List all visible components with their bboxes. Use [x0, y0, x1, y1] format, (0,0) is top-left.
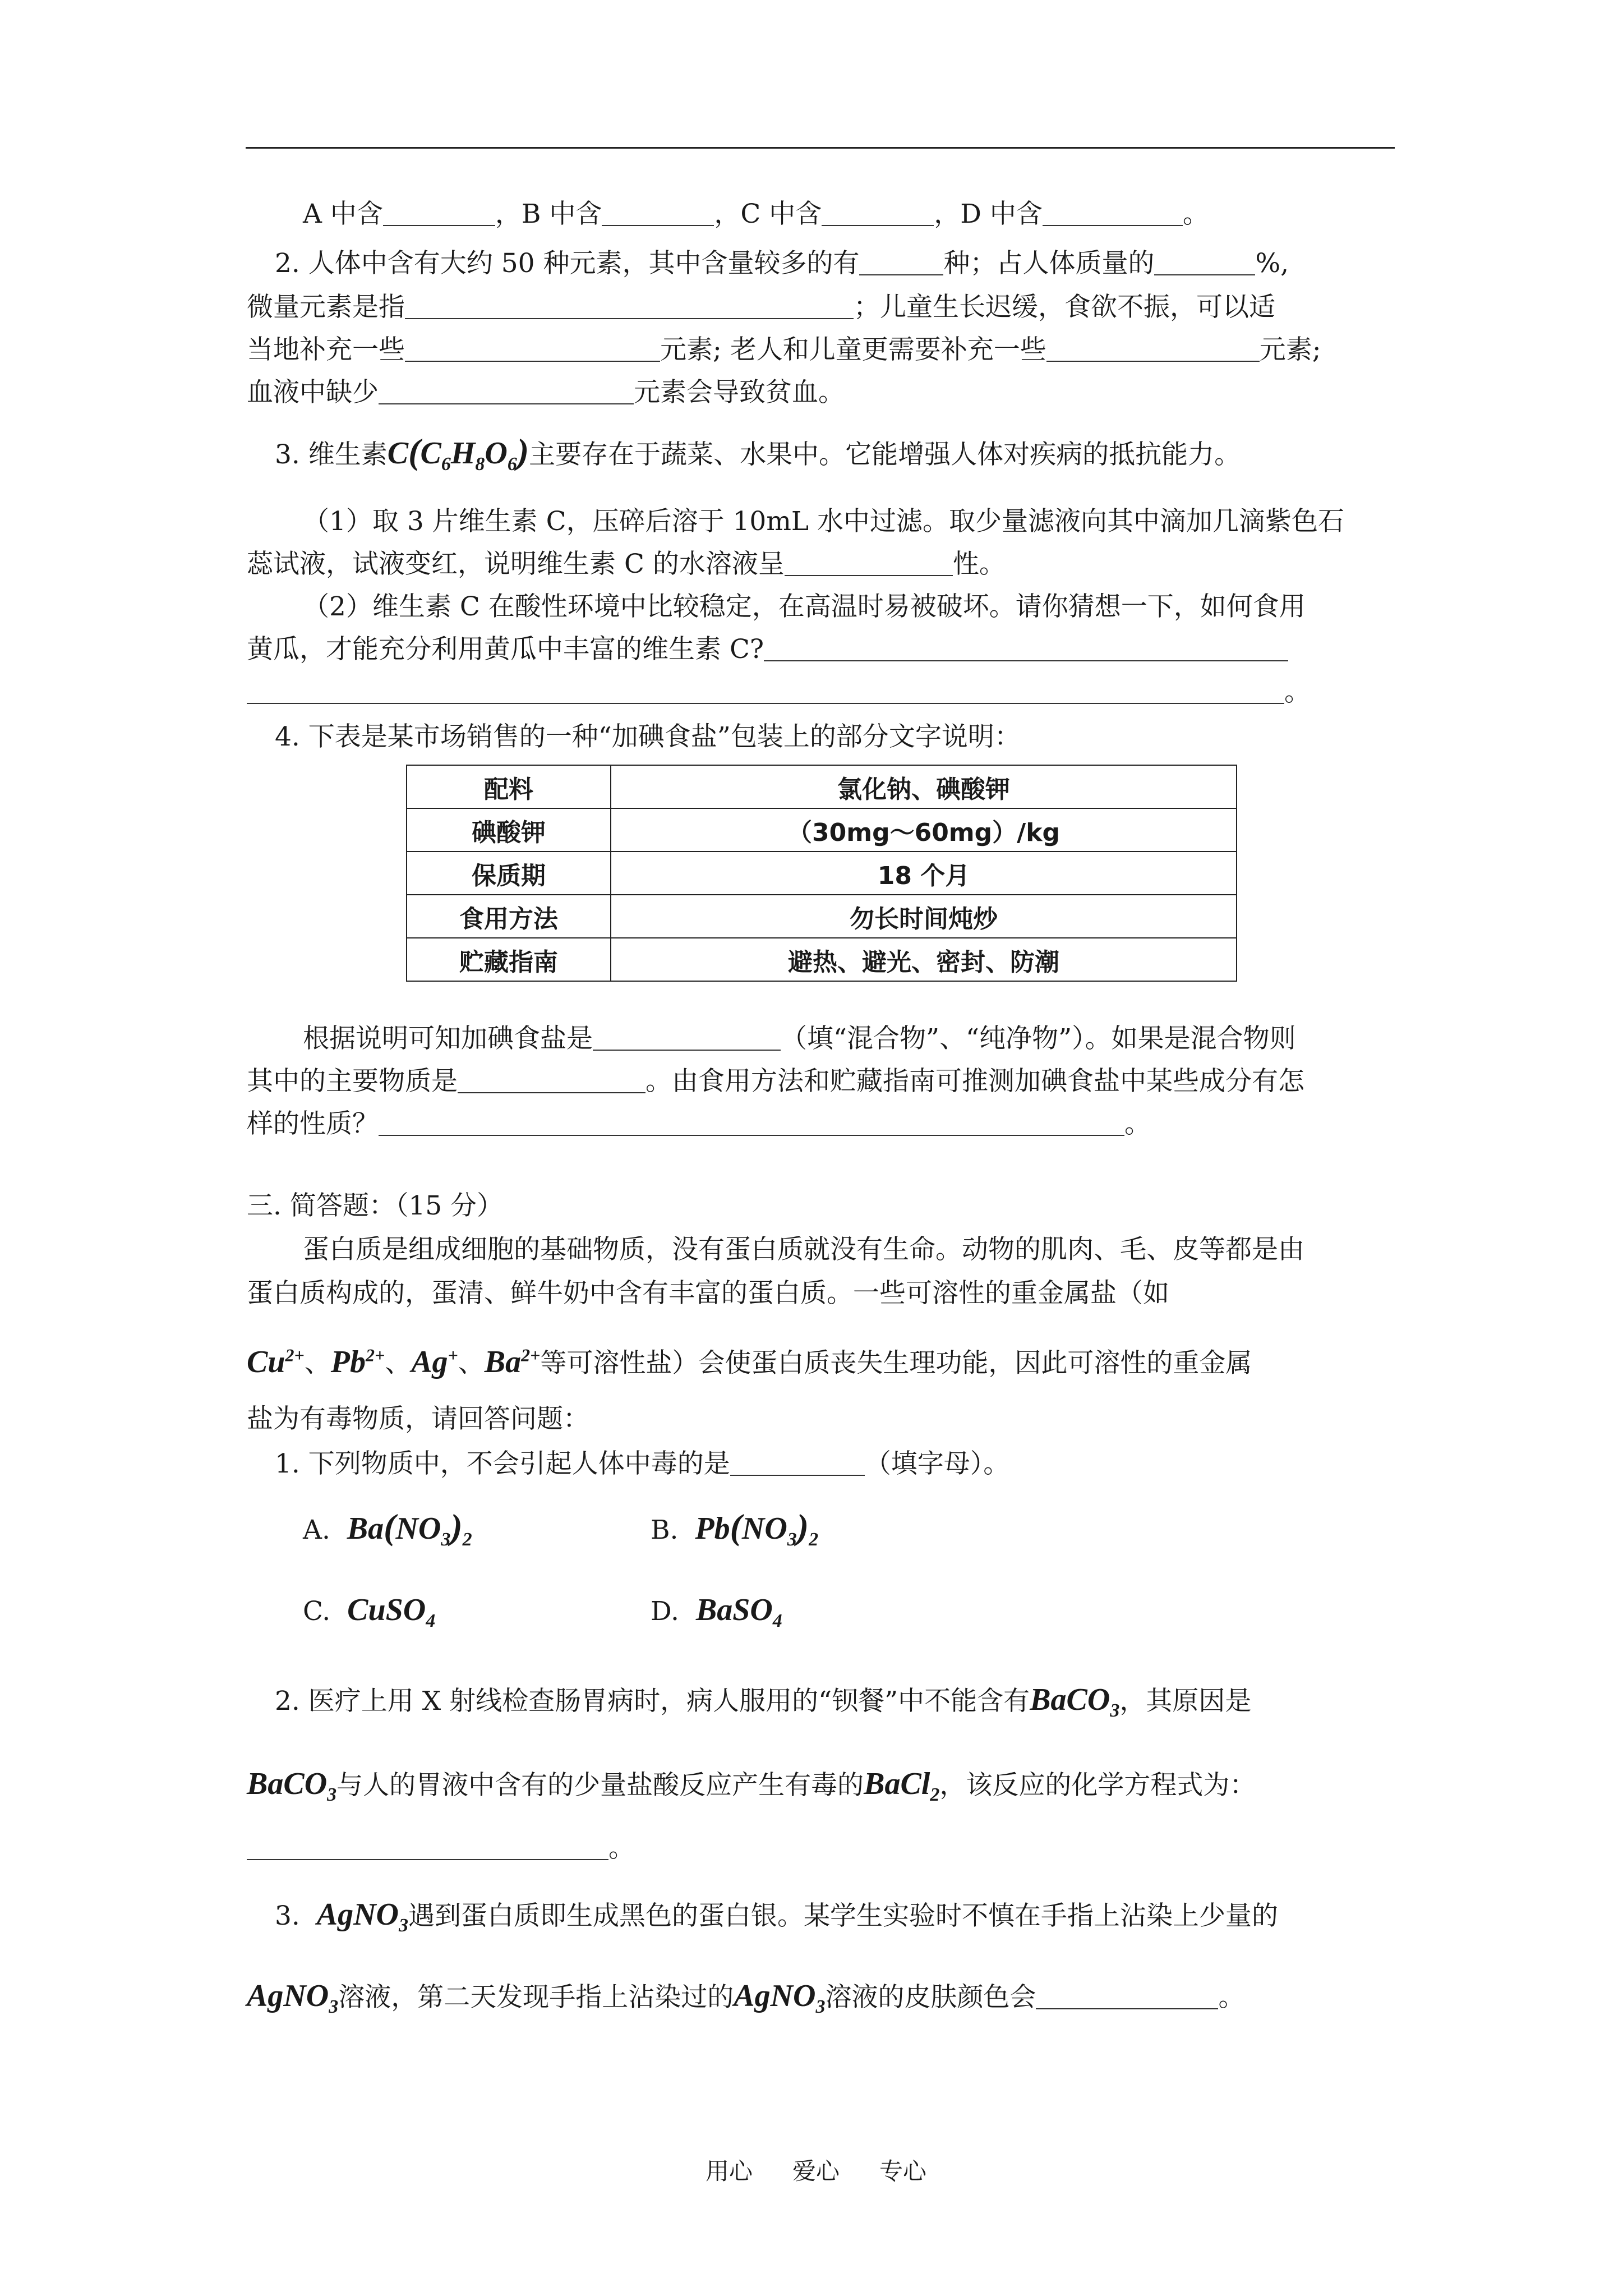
option-d[interactable]: D. BaSO$_4$	[651, 1593, 782, 1632]
formula-baso4: BaSO$_4$	[695, 1593, 782, 1632]
s2-line3: 。	[247, 1832, 635, 1865]
ion-ba: $Ba^{2+}$	[484, 1344, 541, 1379]
blank-main-substance[interactable]	[458, 1068, 645, 1093]
q3-p2a: （2）维生素 C 在酸性环境中比较稳定，在高温时易被破坏。请你猜想一下，如何食用	[303, 591, 1306, 622]
table-row: 贮藏指南 避热、避光、密封、防潮	[407, 938, 1237, 981]
option-c[interactable]: C. CuSO$_4$	[303, 1593, 436, 1632]
vitamin-c-formula: $C(C_6H_8O_6)$	[387, 431, 529, 475]
s3-line2: AgNO$_3$溶液，第二天发现手指上沾染过的AgNO$_3$溶液的皮肤颜色会 。	[247, 1978, 1245, 2018]
table-row: 碘酸钾 （30mg～60mg）/kg	[407, 808, 1237, 852]
option-b[interactable]: B. $Pb(NO_3)_2$	[651, 1507, 819, 1550]
blank-a[interactable]	[383, 200, 495, 226]
q2-line4: 血液中缺少 元素会导致贫血。	[247, 377, 845, 408]
blank-c[interactable]	[822, 200, 934, 226]
footer-text-3: 专心	[879, 2157, 927, 2185]
blank-count[interactable]	[859, 250, 943, 275]
section3-p1: 蛋白质是组成细胞的基础物质，没有蛋白质就没有生命。动物的肌肉、毛、皮等都是由	[303, 1234, 1304, 1265]
blank-trace-elements[interactable]	[405, 293, 854, 319]
blank-element-anemia[interactable]	[379, 379, 634, 404]
formula-agno3: AgNO$_3$	[247, 1978, 339, 2018]
ion-ag: Ag+	[411, 1344, 458, 1379]
q4-answer-3: 样的性质？ 。	[247, 1108, 1151, 1139]
blank-cucumber-1[interactable]	[764, 636, 1288, 661]
q3-intro: 3. 维生素$C(C_6H_8O_6)$主要存在于蔬菜、水果中。它能增强人体对疾病的抵抗能力。	[275, 431, 1241, 475]
q4-answer-2: 其中的主要物质是 。由食用方法和贮藏指南可推测加碘食盐中某些成分有怎	[247, 1066, 1304, 1097]
q2-line3: 当地补充一些 元素; 老人和儿童更需要补充一些 元素;	[247, 334, 1321, 365]
blank-properties[interactable]	[379, 1110, 1124, 1136]
formula-agno3: AgNO$_3$	[734, 1978, 826, 2018]
formula-bacl2: BaCl$_2$	[864, 1766, 940, 1806]
q1-line: A 中含 ，B 中含 ，C 中含 ，D 中含 。	[303, 199, 1209, 229]
formula-baco3: BaCO$_3$	[247, 1766, 337, 1806]
salt-label-table	[406, 765, 1237, 982]
footer-text-1: 用心	[706, 2157, 753, 2185]
blank-b[interactable]	[602, 200, 714, 226]
table-row: 保质期 18 个月	[407, 852, 1237, 895]
ion-cu: $Cu^{2+}$	[247, 1344, 305, 1379]
s2-line2: BaCO$_3$与人的胃液中含有的少量盐酸反应产生有毒的BaCl$_2$，该反应的化学方程式为：	[247, 1766, 1256, 1806]
blank-equation[interactable]	[247, 1834, 608, 1860]
s3-line1: 3. AgNO$_3$遇到蛋白质即生成黑色的蛋白银。某学生实验时不慎在手指上沾染上少量的	[275, 1897, 1278, 1936]
q4-intro: 4. 下表是某市场销售的一种“加碘食盐”包装上的部分文字说明：	[275, 721, 1021, 752]
formula-baco3: BaCO$_3$	[1030, 1682, 1120, 1722]
table-row: 食用方法 勿长时间炖炒	[407, 895, 1237, 938]
blank-percent[interactable]	[1154, 250, 1255, 275]
blank-d[interactable]	[1043, 200, 1183, 226]
formula-agno3: AgNO$_3$	[316, 1897, 408, 1936]
blank-element-children[interactable]	[405, 336, 660, 362]
ion-pb: $Pb^{2+}$	[330, 1344, 385, 1379]
blank-skin-color[interactable]	[1036, 1984, 1218, 2009]
q2-line1: 2. 人体中含有大约 50 种元素，其中含量较多的有 种；占人体质量的 %,	[275, 248, 1289, 279]
formula-cuso4: CuSO$_4$	[347, 1593, 436, 1632]
option-a[interactable]: A. $Ba(NO_3)_2$	[303, 1507, 472, 1550]
q2-line2: 微量元素是指 ；儿童生长迟缓，食欲不振，可以适	[247, 292, 1275, 323]
q3-p1b: 蕊试液，试液变红，说明维生素 C 的水溶液呈 性。	[247, 549, 1006, 579]
q3-p2c: 。	[247, 675, 1311, 709]
header-rule	[246, 147, 1395, 149]
section3-p3: $Cu^{2+}$、$Pb^{2+}$、Ag+、$Ba^{2+}$等可溶性盐）会使蛋白质丧失生理功能，因此可溶性的重金属	[247, 1344, 1252, 1379]
blank-mixture[interactable]	[593, 1025, 781, 1051]
formula-pb-no3-2: $Pb(NO_3)_2$	[695, 1507, 819, 1550]
s1-question: 1. 下列物质中，不会引起人体中毒的是 （填字母）。	[275, 1448, 1010, 1479]
formula-ba-no3-2: $Ba(NO_3)_2$	[347, 1507, 472, 1550]
blank-element-elderly[interactable]	[1046, 336, 1260, 362]
blank-acidity[interactable]	[785, 550, 953, 576]
q3-p2b: 黄瓜，才能充分利用黄瓜中丰富的维生素 C?	[247, 633, 1288, 666]
q4-answer-1: 根据说明可知加碘食盐是 （填“混合物”、“纯净物”）。如果是混合物则	[303, 1023, 1296, 1054]
section3-p2: 蛋白质构成的，蛋清、鲜牛奶中含有丰富的蛋白质。一些可溶性的重金属盐（如	[247, 1278, 1169, 1309]
section3-p4: 盐为有毒物质，请回答问题：	[247, 1404, 589, 1434]
s2-line1: 2. 医疗上用 X 射线检查肠胃病时，病人服用的“钡餐”中不能含有BaCO$_3$，其原因是	[275, 1682, 1252, 1722]
section3-title: 三. 简答题：（15 分）	[247, 1190, 504, 1221]
table-row: 配料 氯化钠、碘酸钾	[407, 765, 1237, 808]
q3-p1a: （1）取 3 片维生素 C，压碎后溶于 10mL 水中过滤。取少量滤液向其中滴加几滴紫色石	[303, 506, 1345, 537]
blank-cucumber-2[interactable]	[247, 678, 1284, 704]
footer-text-2: 爱心	[792, 2157, 840, 2185]
blank-nontoxic-choice[interactable]	[730, 1450, 865, 1476]
